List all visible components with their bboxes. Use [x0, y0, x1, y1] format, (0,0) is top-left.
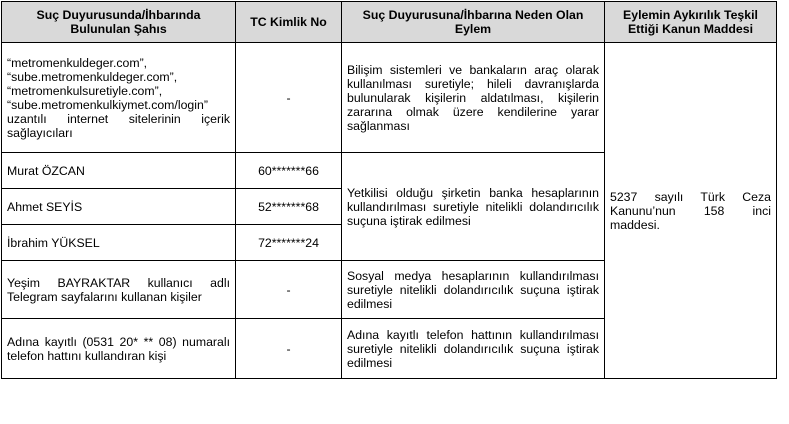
action-cell: Sosyal medya hesaplarının kullandırılması suretiyle nitelikli dolandırıcılık suçuna iştirak edilmesi [342, 261, 605, 319]
person-cell: Ahmet SEYİS [2, 189, 236, 225]
person-cell: Yeşim BAYRAKTAR kullanıcı adlı Telegram sayfalarını kullanan kişiler [2, 261, 236, 319]
table-row [2, 43, 777, 153]
tc-cell: - [236, 261, 342, 319]
tc-cell: 60*******66 [236, 153, 342, 189]
header-law-article: Eylemin Aykırılık Teşkil Ettiği Kanun Maddesi [605, 2, 777, 43]
action-cell: Bilişim sistemleri ve bankaların araç olarak kullanılması suretiyle; hileli davranışlarda bulunularak kişilerin aldatılması, kişilerin zararına olmak üzere kendilerine yarar sağlanması [342, 43, 605, 153]
person-cell: Adına kayıtlı (0531 20* ** 08) numaralı telefon hattını kullandıran kişi [2, 319, 236, 379]
person-cell: Murat ÖZCAN [2, 153, 236, 189]
header-person: Suç Duyurusunda/İhbarında Bulunulan Şahıs [2, 2, 236, 43]
tc-cell: 52*******68 [236, 189, 342, 225]
law-cell: 5237 sayılı Türk Ceza Kanunu’nun 158 inci maddesi. [605, 43, 777, 379]
action-cell: Adına kayıtlı telefon hattının kullandırılması suretiyle nitelikli dolandırıcılık suçuna iştirak edilmesi [342, 319, 605, 379]
tc-cell: - [236, 319, 342, 379]
person-cell: İbrahim YÜKSEL [2, 225, 236, 261]
header-row [2, 2, 777, 43]
tc-cell: 72*******24 [236, 225, 342, 261]
tc-cell: - [236, 43, 342, 153]
complaint-table [1, 1, 777, 379]
person-cell: “metromenkuldeger.com”, “sube.metromenkuldeger.com”, “metromenkulsuretiyle.com”, “sube.metromenkulkiymet.com/login” uzantılı internet sitelerinin içerik sağlayıcıları [2, 43, 236, 153]
header-tc-number: TC Kimlik No [236, 2, 342, 43]
action-cell: Yetkilisi olduğu şirketin banka hesaplarının kullandırılması suretiyle nitelikli dolandırıcılık suçuna iştirak edilmesi [342, 153, 605, 261]
header-action: Suç Duyurusuna/İhbarına Neden Olan Eylem [342, 2, 605, 43]
